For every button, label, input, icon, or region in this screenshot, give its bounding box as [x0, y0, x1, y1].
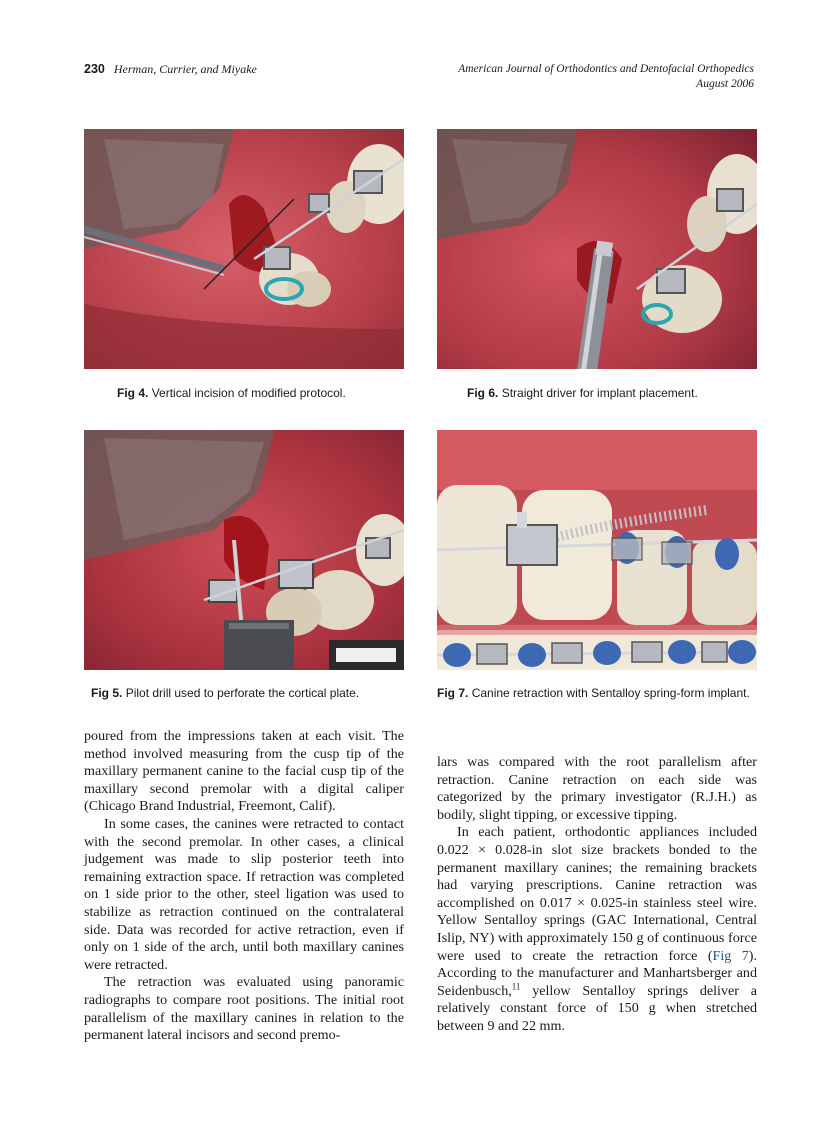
- figure-4-photo: [84, 129, 404, 369]
- figure-7-text: Canine retraction with Sentalloy spring-form implant.: [471, 686, 750, 700]
- left-paragraph-2: In some cases, the canines were retracted to contact with the second premolar. In other cases, a clinical judgement was made to slip posterior teeth into remaining extraction space. If retraction was completed on 1 side prior to the other, steel ligation was used to stabilize as retraction continued on the contralateral side. Data was recorded for active retraction, even if only on 1 side of the arch, until both maxillary canines were retracted.: [84, 815, 404, 973]
- figure-4-label: Fig 4.: [117, 386, 149, 400]
- figure-6-text: Straight driver for implant placement.: [501, 386, 698, 400]
- right-paragraph-2-part-c: yellow Sentalloy springs deliver a relatively constant force of 150 g when stretched between 9 and 22 mm.: [437, 982, 757, 1034]
- right-paragraph-2-part-a: In each patient, orthodontic appliances included 0.022 × 0.028-in slot size brackets bonded to the permanent maxillary canines; the remaining brackets had varying prescriptions. Canine retraction was accomplished on 0.017 × 0.025-in stainless steel wire. Yellow Sentalloy springs (GAC International, Central Islip, NY) with approximately 150 g of continuous force were used to create the retraction force (: [437, 824, 757, 964]
- figure-7-reference-link[interactable]: Fig 7: [712, 947, 749, 964]
- left-paragraph-3: The retraction was evaluated using panoramic radiographs to compare root positions. The initial root parallelism of the maxillary canines in relation to the permanent lateral incisors and second premo-: [84, 974, 404, 1044]
- right-paragraph-2: [437, 824, 757, 1035]
- figure-6-label: Fig 6.: [467, 386, 499, 400]
- left-paragraph-1: poured from the impressions taken at each visit. The method involved measuring from the cusp tip of the maxillary permanent canine to the facial cusp tip of the maxillary second premolar with a digital caliper (Chicago Brand Industrial, Freemont, Calif).: [84, 728, 404, 815]
- body-right-column: [437, 754, 757, 1036]
- figure-7-label: Fig 7.: [437, 686, 469, 700]
- figure-4-text: Vertical incision of modified protocol.: [151, 386, 346, 400]
- citation-superscript: 11: [511, 981, 521, 992]
- figure-6-photo: [437, 129, 757, 369]
- right-paragraph-1: lars was compared with the root parallelism after retraction. Canine retraction on each side was categorized by the primary investigator (R.J.H.) as bodily, slight tipping, or excessive tipping.: [437, 754, 757, 823]
- journal-title: American Journal of Orthodontics and Dentofacial Orthopedics: [458, 63, 754, 75]
- figure-6-caption: [467, 386, 698, 401]
- header-authors: Herman, Currier, and Miyake: [113, 62, 257, 76]
- header-right: [458, 62, 754, 92]
- page-number: 230: [84, 62, 105, 76]
- figure-5-photo: [84, 430, 404, 670]
- figure-7-caption: [437, 686, 757, 701]
- body-left-column: [84, 728, 404, 1045]
- figure-5-text: Pilot drill used to perforate the cortical plate.: [125, 686, 360, 700]
- issue-date: August 2006: [696, 78, 754, 90]
- right-paragraph-2-part-b: ). According to the manufacturer and Manhartsberger and Seidenbusch,: [437, 947, 758, 999]
- figure-7-photo: [437, 430, 757, 670]
- header-left: [84, 62, 257, 77]
- figure-5-caption: [91, 686, 411, 701]
- running-header: [84, 62, 754, 96]
- figure-5-label: Fig 5.: [91, 686, 123, 700]
- figure-4-caption: [117, 386, 346, 401]
